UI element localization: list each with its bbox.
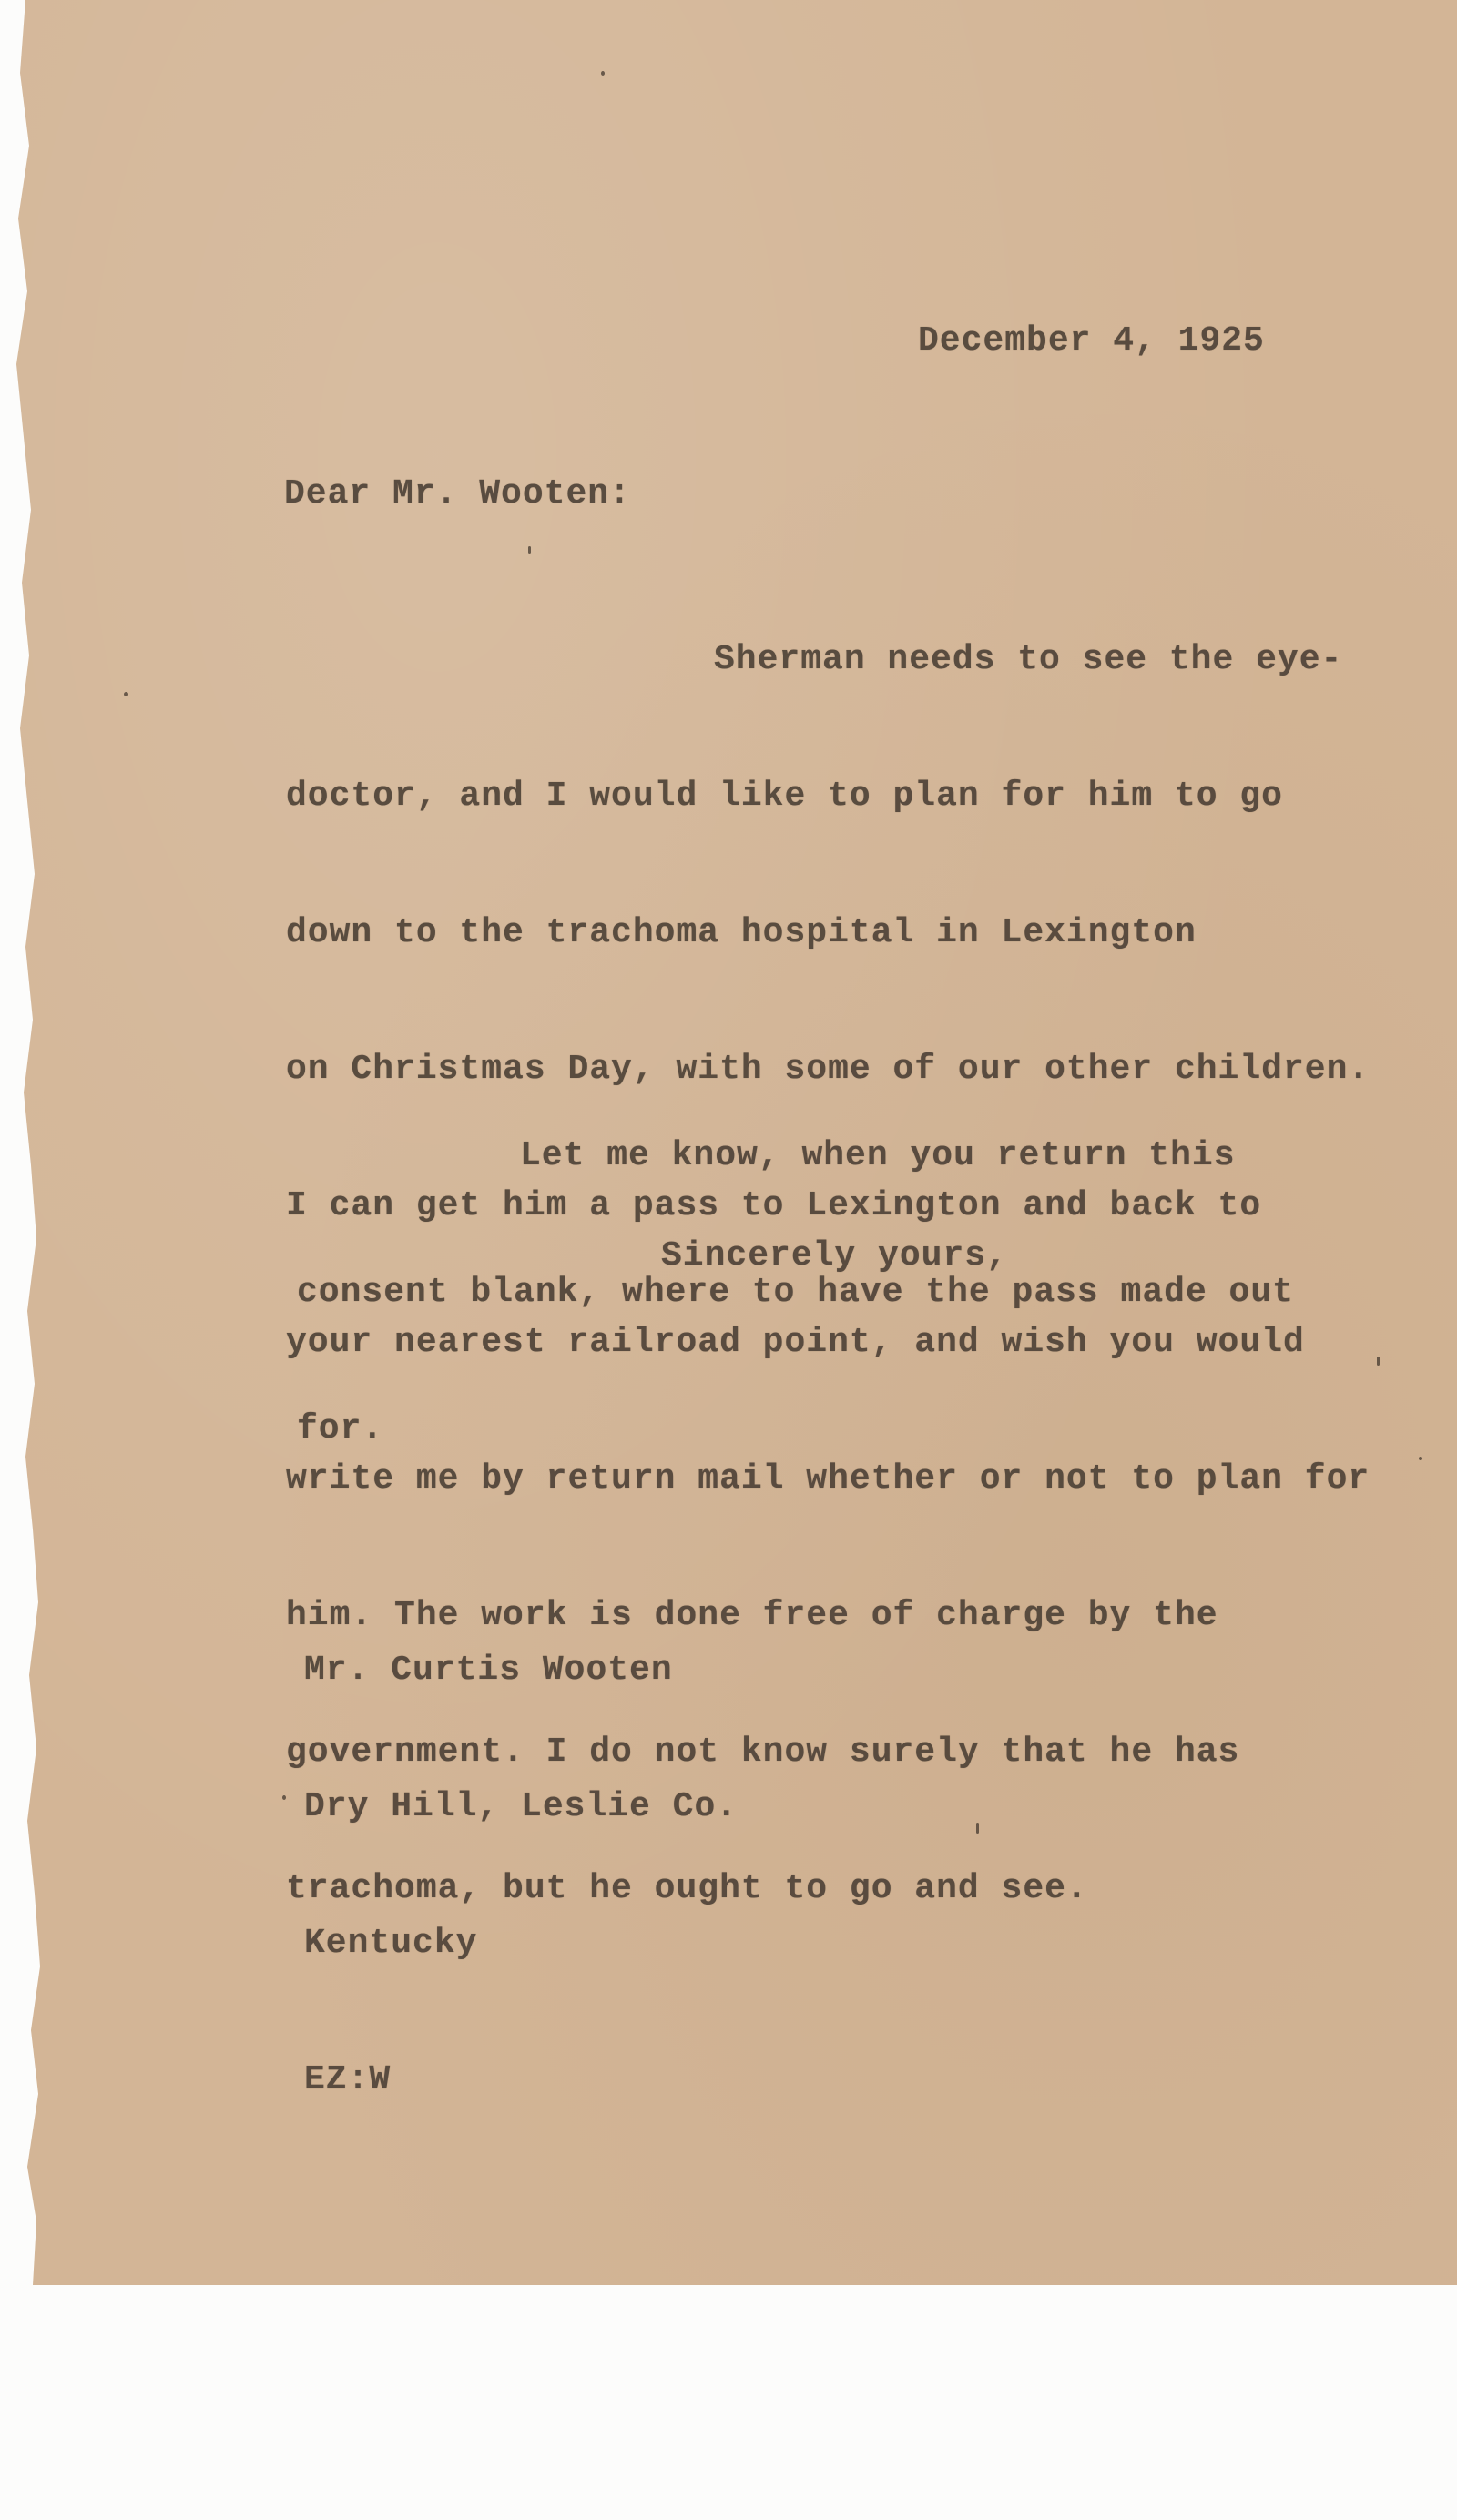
paper-speck [1377, 1357, 1380, 1366]
paragraph-1-line: I can get him a pass to Lexington and back to [286, 1186, 1262, 1225]
paragraph-2-line: for. [297, 1409, 384, 1448]
address-line-town: Dry Hill, Leslie Co. [304, 1787, 739, 1826]
paper-speck [124, 692, 128, 696]
paragraph-1-line: government. I do not know surely that he has [286, 1732, 1240, 1772]
paragraph-1-line: on Christmas Day, with some of our other children. [286, 1050, 1370, 1089]
paragraph-2-line: consent blank, where to have the pass made out [297, 1273, 1294, 1312]
paragraph-1-line: trachoma, but he ought to go and see. [286, 1869, 1088, 1908]
address-line-state: Kentucky [304, 1924, 478, 1963]
paper-speck [601, 71, 605, 76]
paper-speck [528, 546, 531, 554]
paragraph-1-line: your nearest railroad point, and wish you would [286, 1323, 1305, 1362]
typist-initials: EZ:W [304, 2060, 392, 2099]
paragraph-1-line: down to the trachoma hospital in Lexington [286, 913, 1197, 952]
paragraph-1-line: Sherman needs to see the eye- [714, 640, 1343, 679]
paragraph-1-line: write me by return mail whether or not to plan for [286, 1459, 1370, 1499]
address-line-name: Mr. Curtis Wooten [304, 1651, 673, 1690]
paper-speck [1419, 1457, 1422, 1460]
letter-date: December 4, 1925 [918, 321, 1265, 361]
paragraph-1-line: doctor, and I would like to plan for him to go [286, 777, 1283, 816]
paragraph-2-line: Let me know, when you return this [520, 1136, 1236, 1175]
paragraph-1-line: him. The work is done free of charge by the [286, 1596, 1218, 1635]
paper-speck [282, 1795, 286, 1800]
paper-speck [976, 1823, 979, 1834]
recipient-address [304, 1557, 738, 2149]
letter-salutation: Dear Mr. Wooten: [284, 474, 631, 513]
letter-closing: Sincerely yours, [661, 1236, 1008, 1275]
